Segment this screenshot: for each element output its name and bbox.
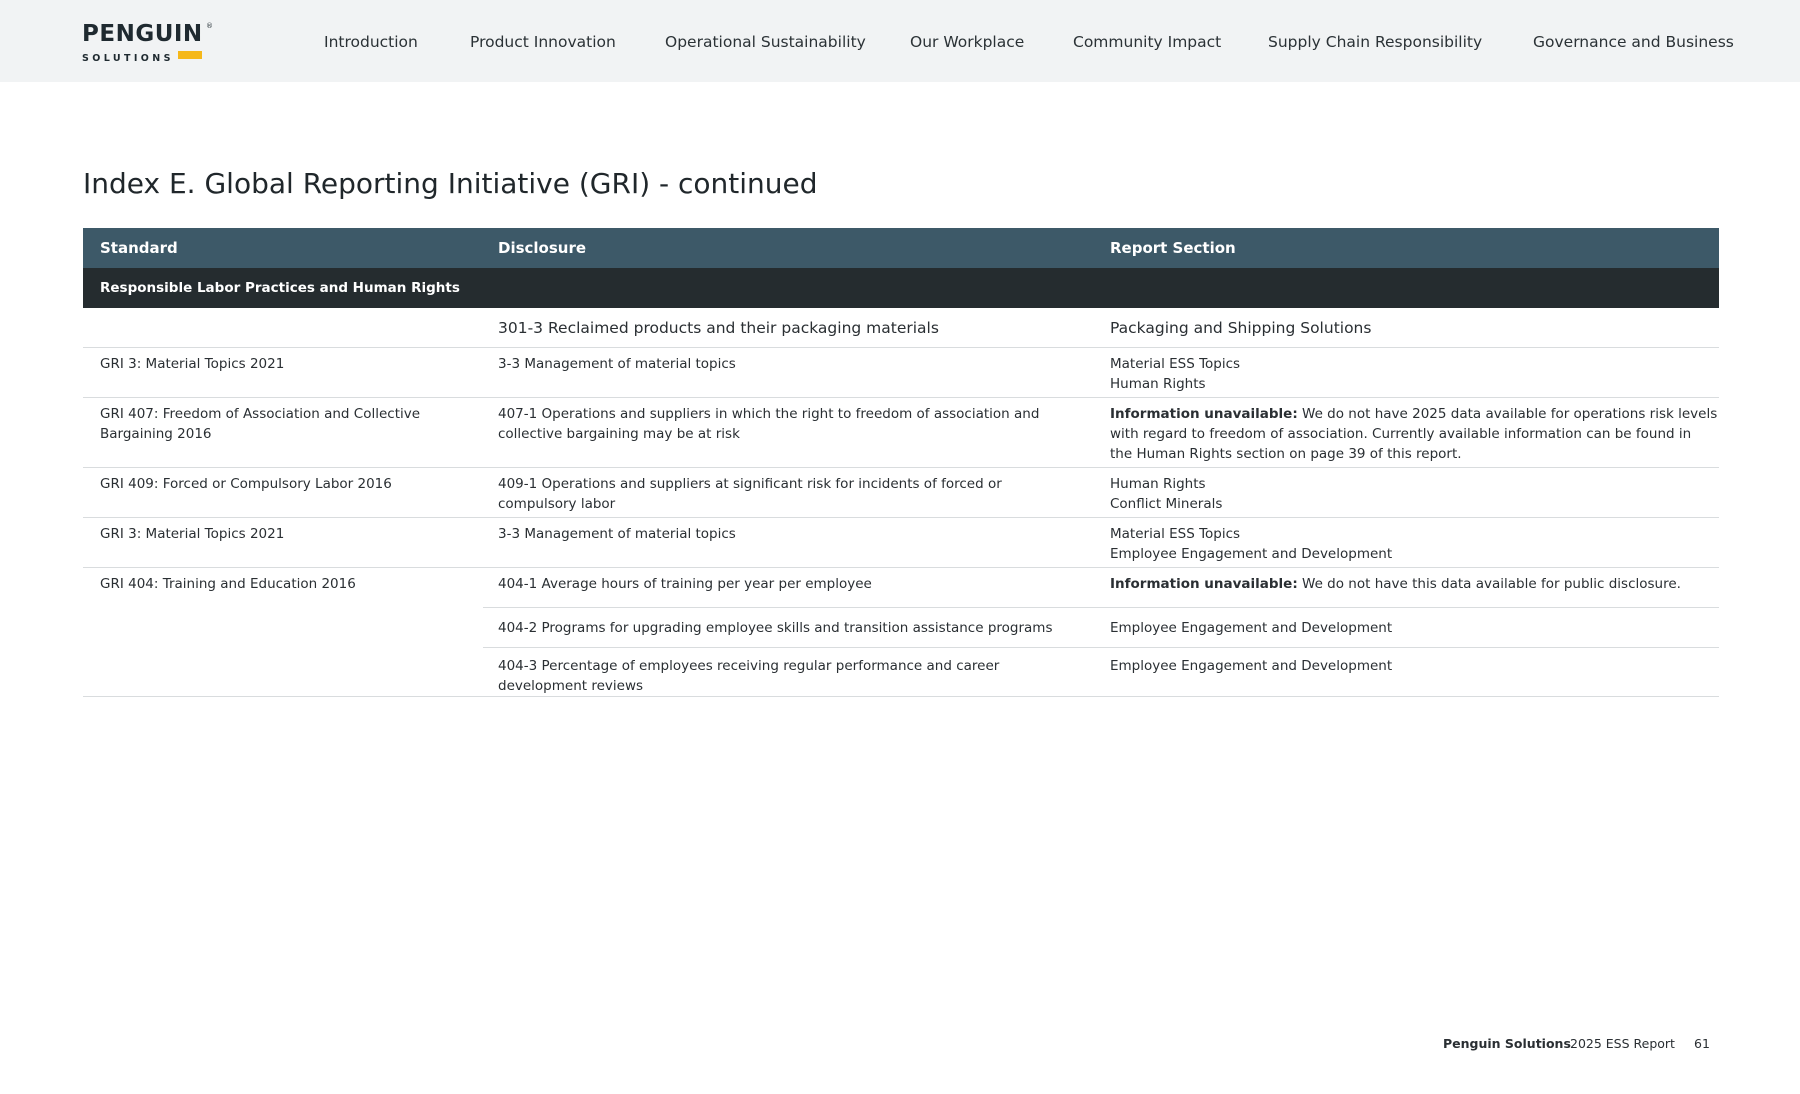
disclosure-cell bbox=[498, 574, 1083, 594]
standard-text: GRI 409: Forced or Compulsory Labor 2016 bbox=[100, 476, 392, 492]
table-row bbox=[83, 308, 1719, 348]
table-header bbox=[83, 228, 1719, 268]
standard-cell bbox=[100, 524, 460, 544]
column-header-standard: Standard bbox=[100, 239, 178, 257]
disclosure-text: 404-2 Programs for upgrading employee skills and transition assistance programs bbox=[498, 620, 1053, 636]
disclosure-cell bbox=[498, 318, 1083, 338]
disclosure-text: collective bargaining may be at risk bbox=[498, 426, 740, 442]
trademark-icon: ® bbox=[206, 22, 213, 30]
report-section-text: Packaging and Shipping Solutions bbox=[1110, 319, 1372, 337]
report-section-text: Conflict Minerals bbox=[1110, 496, 1223, 512]
disclosure-text: 301-3 Reclaimed products and their packaging materials bbox=[498, 319, 939, 337]
table-row bbox=[483, 608, 1719, 648]
standard-cell bbox=[100, 354, 460, 374]
report-section-text: We do not have 2025 data available for operations risk levels bbox=[1297, 406, 1718, 422]
standard-cell bbox=[100, 404, 460, 444]
disclosure-cell bbox=[498, 474, 1083, 514]
disclosure-text: compulsory labor bbox=[498, 496, 616, 512]
report-section-text: Employee Engagement and Development bbox=[1110, 658, 1393, 674]
table-row bbox=[83, 468, 1719, 518]
standard-cell bbox=[100, 474, 460, 494]
gri-index-table bbox=[83, 228, 1719, 697]
nav-our-workplace[interactable]: Our Workplace bbox=[910, 33, 1025, 51]
report-section-cell bbox=[1110, 404, 1718, 464]
table-row bbox=[483, 568, 1719, 608]
logo-wordmark: PENGUIN bbox=[82, 21, 203, 47]
disclosure-text: 404-3 Percentage of employees receiving regular performance and career bbox=[498, 658, 1000, 674]
standard-text: GRI 3: Material Topics 2021 bbox=[100, 526, 285, 542]
column-header-report-section: Report Section bbox=[1110, 239, 1236, 257]
disclosure-text: 3-3 Management of material topics bbox=[498, 526, 736, 542]
standard-cell bbox=[100, 574, 460, 594]
top-navigation bbox=[0, 0, 1800, 82]
report-section-cell bbox=[1110, 524, 1710, 564]
standard-text: GRI 407: Freedom of Association and Collective bbox=[100, 406, 421, 422]
nav-operational-sustainability[interactable]: Operational Sustainability bbox=[665, 33, 866, 51]
report-section-text: Material ESS Topics bbox=[1110, 526, 1241, 542]
disclosure-text: 3-3 Management of material topics bbox=[498, 356, 736, 372]
table-row bbox=[83, 348, 1719, 398]
disclosure-text: 409-1 Operations and suppliers at significant risk for incidents of forced or bbox=[498, 476, 1002, 492]
column-header-disclosure: Disclosure bbox=[498, 239, 587, 257]
report-section-text: the Human Rights section on page 39 of this report. bbox=[1110, 446, 1462, 462]
disclosure-text: 407-1 Operations and suppliers in which the right to freedom of association and bbox=[498, 406, 1040, 422]
disclosure-cell bbox=[498, 618, 1083, 638]
report-section-text: Employee Engagement and Development bbox=[1110, 546, 1393, 562]
table-row bbox=[483, 648, 1719, 697]
disclosure-text: development reviews bbox=[498, 678, 644, 694]
footer-page-number: 61 bbox=[1694, 1036, 1710, 1051]
nav-supply-chain-responsibility[interactable]: Supply Chain Responsibility bbox=[1268, 33, 1483, 51]
page-title: Index E. Global Reporting Initiative (GRI) - continued bbox=[83, 167, 818, 200]
report-section-cell bbox=[1110, 354, 1710, 394]
report-section-text: Human Rights bbox=[1110, 376, 1206, 392]
table-row bbox=[83, 398, 1719, 468]
disclosure-cell bbox=[498, 656, 1083, 696]
nav-community-impact[interactable]: Community Impact bbox=[1073, 33, 1222, 51]
report-section-text: We do not have this data available for public disclosure. bbox=[1297, 576, 1681, 592]
table-row bbox=[83, 518, 1719, 568]
report-section-cell bbox=[1110, 318, 1710, 338]
nav-product-innovation[interactable]: Product Innovation bbox=[470, 33, 616, 51]
report-section-text: Material ESS Topics bbox=[1110, 356, 1241, 372]
disclosure-text: 404-1 Average hours of training per year per employee bbox=[498, 576, 872, 592]
disclosure-cell bbox=[498, 354, 1083, 374]
section-title: Responsible Labor Practices and Human Rights bbox=[100, 280, 460, 296]
information-unavailable-label: Information unavailable: bbox=[1110, 406, 1298, 422]
nav-introduction[interactable]: Introduction bbox=[324, 33, 418, 51]
penguin-logo[interactable] bbox=[82, 22, 222, 62]
footer-company: Penguin Solutions bbox=[1443, 1036, 1571, 1051]
information-unavailable-label: Information unavailable: bbox=[1110, 576, 1298, 592]
report-section-text bbox=[1110, 574, 1710, 594]
report-section-text: Human Rights bbox=[1110, 476, 1206, 492]
report-section-text: Employee Engagement and Development bbox=[1110, 620, 1393, 636]
section-header bbox=[83, 268, 1719, 308]
disclosure-cell bbox=[498, 524, 1083, 544]
report-section-cell bbox=[1110, 474, 1710, 514]
report-section-cell bbox=[1110, 574, 1710, 594]
report-section-text bbox=[1110, 404, 1718, 424]
nav-governance-and-business[interactable]: Governance and Business bbox=[1533, 33, 1734, 51]
standard-text: GRI 3: Material Topics 2021 bbox=[100, 356, 285, 372]
disclosure-cell bbox=[498, 404, 1083, 444]
logo-accent-bar bbox=[178, 51, 202, 59]
standard-text: Bargaining 2016 bbox=[100, 426, 212, 442]
footer-report-name: 2025 ESS Report bbox=[1570, 1036, 1675, 1051]
table-row-group bbox=[83, 568, 1719, 697]
report-section-cell bbox=[1110, 656, 1710, 676]
report-section-cell bbox=[1110, 618, 1710, 638]
logo-tagline: SOLUTIONS bbox=[82, 53, 174, 64]
standard-text: GRI 404: Training and Education 2016 bbox=[100, 576, 356, 592]
report-section-text: with regard to freedom of association. Currently available information can be found in bbox=[1110, 426, 1692, 442]
